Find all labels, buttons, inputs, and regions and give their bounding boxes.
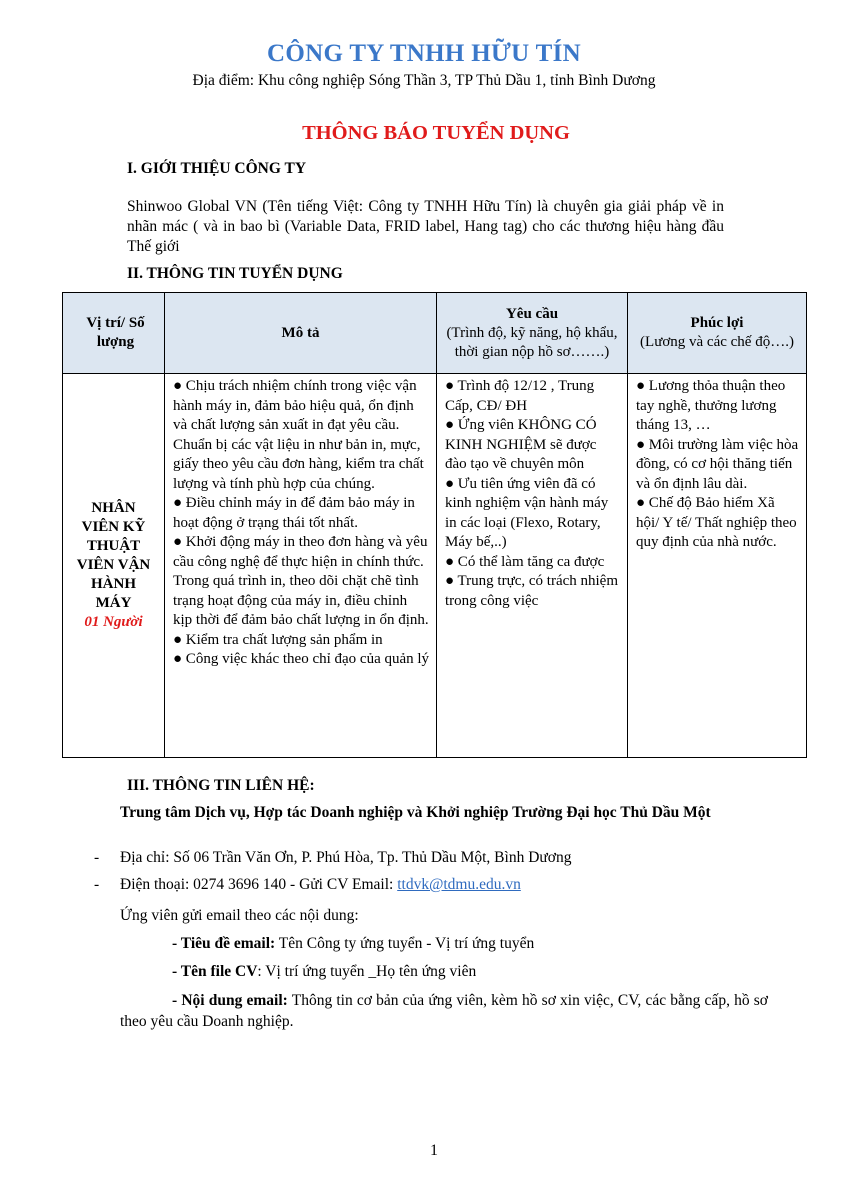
email-subject-line (172, 935, 534, 953)
list-item: ● Lương thỏa thuận theo tay nghề, thưởng lương tháng 13, … (636, 378, 786, 433)
list-item: ● Trình độ 12/12 , Trung Cấp, CĐ/ ĐH (445, 378, 595, 414)
address-text: Địa chỉ: Số 06 Trần Văn Ơn, P. Phú Hòa, Tp. Thủ Dầu Một, Bình Dương (120, 849, 572, 866)
page-number: 1 (430, 1142, 438, 1159)
position-cell (63, 374, 165, 758)
email-link[interactable]: ttdvk@tdmu.edu.vn (397, 876, 521, 893)
dash-bullet: - (94, 876, 100, 893)
benefits-cell (628, 374, 807, 758)
content-value: Thông tin cơ bản của ứng viên, kèm hồ sơ xin việc, CV, các bằng cấp, hồ sơ theo yêu cầu Doanh nghiệp. (120, 992, 768, 1030)
subject-value: Tên Công ty ứng tuyển - Vị trí ứng tuyển (275, 935, 535, 952)
header-benefits-title: Phúc lợi (690, 315, 744, 331)
position-count: 01 Người (84, 614, 143, 630)
contact-address (94, 849, 571, 867)
contact-phone (94, 876, 521, 894)
filename-label: - Tên file CV (172, 963, 258, 980)
list-item: ● Ưu tiên ứng viên đã có kinh nghiệm vận hành máy in các loại (Flexo, Rotary, Máy bế,..) (445, 475, 609, 550)
company-intro-text: Shinwoo Global VN (Tên tiếng Việt: Công ty TNHH Hữu Tín) là chuyên gia giải pháp về in nhãn mác ( và in bao bì (Variable Data, FRID label, Hang tag) cho các thương hiệu hàng đầu Thế giới (127, 198, 724, 255)
requirements-cell (437, 374, 628, 758)
subject-label: - Tiêu đề email: (172, 935, 276, 952)
contact-organization: Trung tâm Dịch vụ, Hợp tác Doanh nghiệp và Khởi nghiệp Trường Đại học Thủ Dầu Một (120, 804, 711, 821)
list-item: ● Chịu trách nhiệm chính trong việc vận hành máy in, đảm bảo hiệu quả, ổn định và chất lượng sản xuất in đạt yêu cầu. Chuẩn bị các vật liệu in như bản in, mực, giấy theo yêu cầu đơn hàng, kiểm tra chất lượng và tính phù hợp của chúng. (173, 378, 424, 492)
header-requirements-sub: (Trình độ, kỹ năng, hộ khẩu, thời gian nộp hồ sơ…….) (446, 324, 618, 360)
section-intro-heading: I. GIỚI THIỆU CÔNG TY (127, 160, 307, 177)
list-item: ● Công việc khác theo chỉ đạo của quản lý (173, 651, 430, 667)
list-item: ● Trung trực, có trách nhiệm trong công việc (445, 573, 618, 609)
email-instruction: Ứng viên gửi email theo các nội dung: (120, 907, 359, 924)
section-contact-heading: III. THÔNG TIN LIÊN HỆ: (127, 777, 315, 794)
dash-bullet: - (94, 849, 100, 866)
email-content-line (120, 990, 768, 1032)
list-item: ● Ứng viên KHÔNG CÓ KINH NGHIỆM sẽ được đào tạo về chuyên môn (445, 417, 597, 472)
list-item: ● Khởi động máy in theo đơn hàng và yêu cầu công nghệ để thực hiện in chính thức. Trong quá trình in, theo dõi chặt chẽ tình trạng hoạt động của máy in, điều chỉnh kịp thời để đảm bảo chất lượng in ổn định. (173, 534, 429, 628)
header-benefits (628, 293, 807, 374)
cv-filename-line (172, 963, 476, 981)
list-item: ● Môi trường làm việc hòa đồng, có cơ hội thăng tiến và ổn định lâu dài. (636, 436, 799, 492)
header-benefits-sub: (Lương và các chế độ….) (640, 334, 794, 350)
filename-value: : Vị trí ứng tuyển _Họ tên ứng viên (257, 963, 477, 980)
list-item: ● Kiểm tra chất lượng sản phẩm in (173, 631, 383, 648)
notice-title: THÔNG BÁO TUYỂN DỤNG (302, 122, 570, 144)
company-name: CÔNG TY TNHH HỮU TÍN (267, 40, 581, 67)
position-title: NHÂN VIÊN KỸ THUẬT VIÊN VẬN HÀNH MÁY (76, 500, 151, 611)
table-header-row (63, 293, 807, 374)
phone-text: Điện thoại: 0274 3696 140 - Gửi CV Email: (120, 876, 398, 893)
description-cell (165, 374, 437, 758)
list-item: ● Chế độ Bảo hiểm Xã hội/ Y tế/ Thất nghiệp theo quy định của nhà nước. (636, 495, 797, 550)
header-description: Mô tả (165, 293, 437, 374)
list-item: ● Điều chỉnh máy in để đảm bảo máy in hoạt động ở trạng thái tốt nhất. (173, 495, 415, 531)
header-position: Vị trí/ Số lượng (63, 293, 165, 374)
header-requirements (437, 293, 628, 374)
recruitment-table (62, 292, 807, 758)
content-label: - Nội dung email: (172, 992, 288, 1009)
header-requirements-title: Yêu cầu (505, 305, 559, 322)
table-row (63, 374, 807, 758)
list-item: ● Có thể làm tăng ca được (445, 553, 605, 570)
section-recruitment-heading: II. THÔNG TIN TUYỂN DỤNG (127, 265, 343, 282)
company-address: Địa điểm: Khu công nghiệp Sóng Thần 3, TP Thủ Dầu 1, tỉnh Bình Dương (192, 72, 656, 89)
